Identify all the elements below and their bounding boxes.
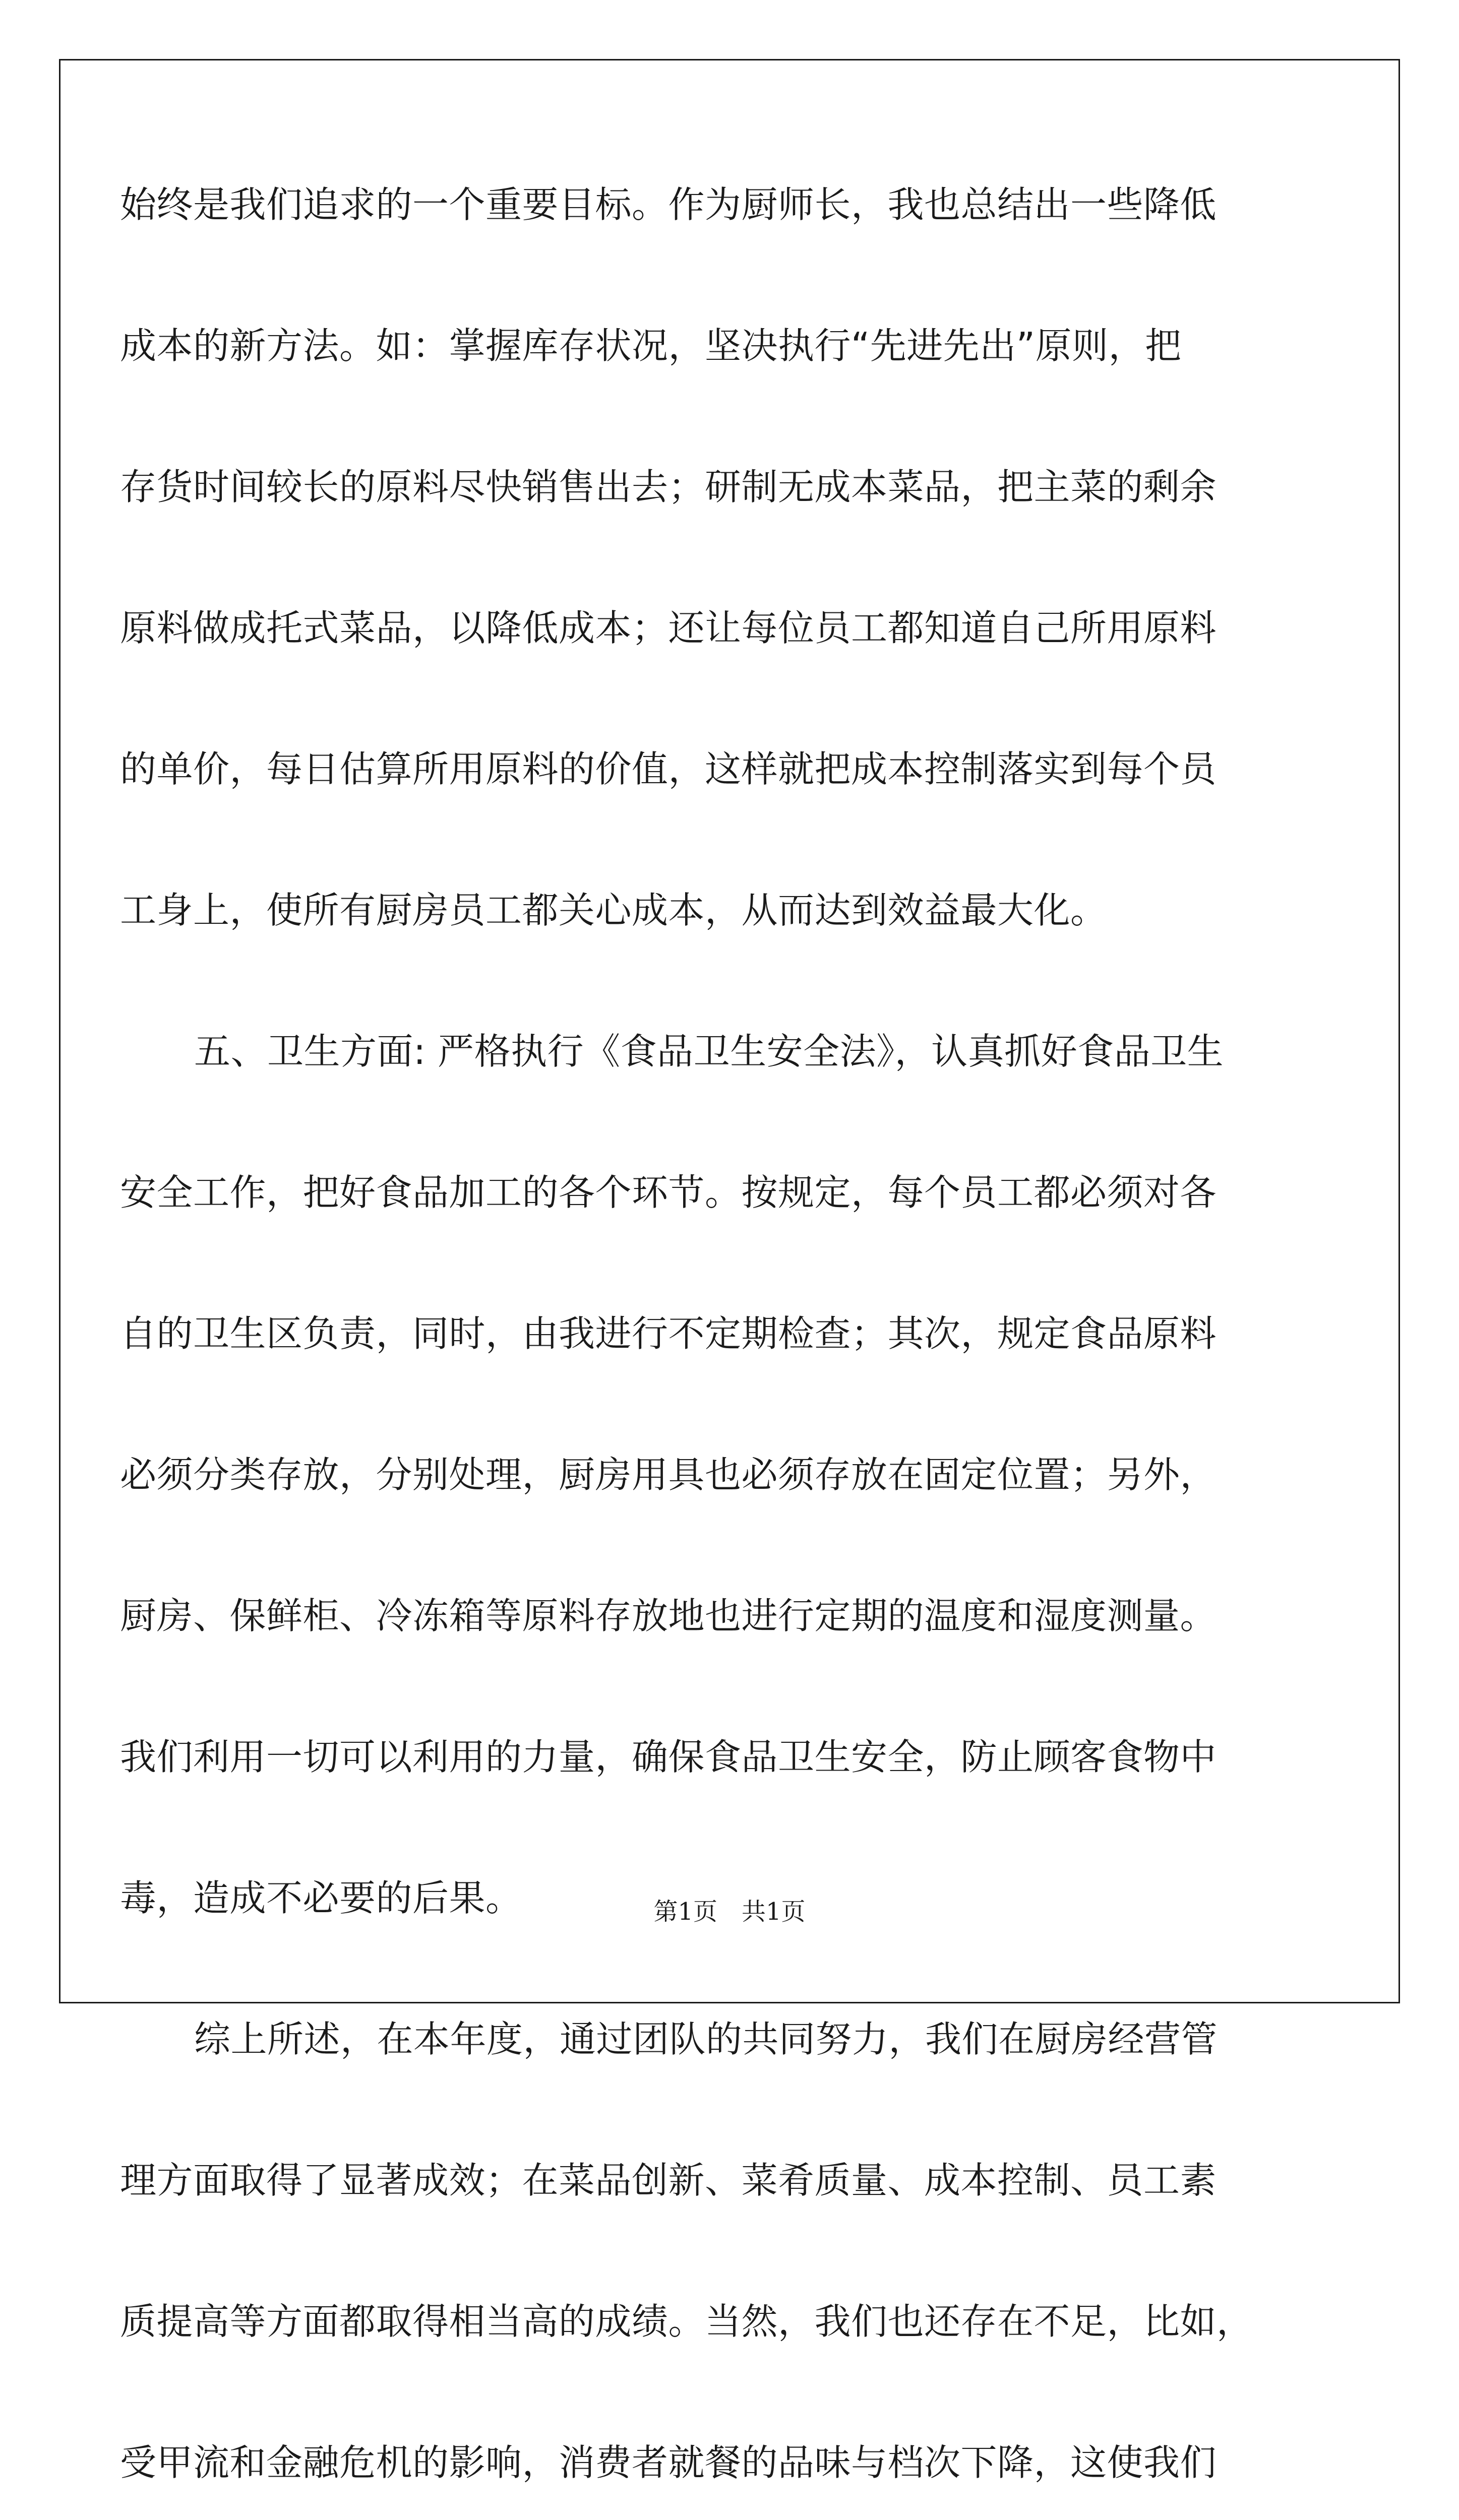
text-line: 安全工作，把好食品加工的各个环节。按规定，每个员工都必须对各 [120, 1171, 1217, 1214]
document-body [120, 183, 1340, 2520]
text-line: 始终是我们追求的一个重要目标。作为厨师长，我也总结出一些降低 [120, 183, 1217, 226]
text-line: 受甲流和金融危机的影响，消费者就餐的品味与档次下降，这使我们 [120, 2441, 1217, 2484]
text-line: 存货时间较长的原料尽快销售出去；研制无成本菜品，把主菜的剩余 [120, 466, 1217, 508]
text-line: 成本的新方法。如：掌握库存状况，坚决执行“先进先出”原则，把 [120, 325, 1182, 367]
page-footer [0, 1898, 1459, 1926]
text-line: 自的卫生区负责，同时，由我进行不定期检查；其次，规定食品原料 [120, 1312, 1217, 1355]
page-total: 共1页 [742, 1898, 806, 1926]
text-line: 毒，造成不必要的后果。 [120, 1877, 522, 1919]
text-line: 理方面取得了显著成效；在菜品创新、菜肴质量、成本控制、员工素 [120, 2159, 1217, 2201]
text-line: 必须分类存放，分别处理，厨房用具也必须存放在固定位置；另外， [120, 1454, 1217, 1496]
text-line: 工身上，使所有厨房员工都关心成本，从而达到效益最大化。 [120, 889, 1107, 931]
page-number: 第1页 [653, 1898, 717, 1926]
paragraph-start-line: 五、卫生方面: 严格执行《食品卫生安全法》，认真抓好食品卫生 [194, 1030, 1224, 1073]
text-line: 的单价，每日估算所用原料的价值，这样就把成本控制落实到每个员 [120, 748, 1217, 790]
text-line: 质提高等方面都取得相当高的成绩。当然，我们也还存在不足，比如， [120, 2300, 1253, 2343]
text-line: 原料做成托式菜品，以降低成本；还让每位员工都知道自己所用原料 [120, 607, 1217, 649]
text-line: 我们利用一切可以利用的力量，确保食品卫生安全，防止顾客食物中 [120, 1736, 1217, 1778]
paragraph-start-line: 综上所述，在本年度，通过团队的共同努力，我们在厨房经营管 [194, 2018, 1218, 2060]
text-line: 厨房、保鲜柜、冷冻箱等原料存放地也进行定期的温度和湿度测量。 [120, 1595, 1217, 1637]
